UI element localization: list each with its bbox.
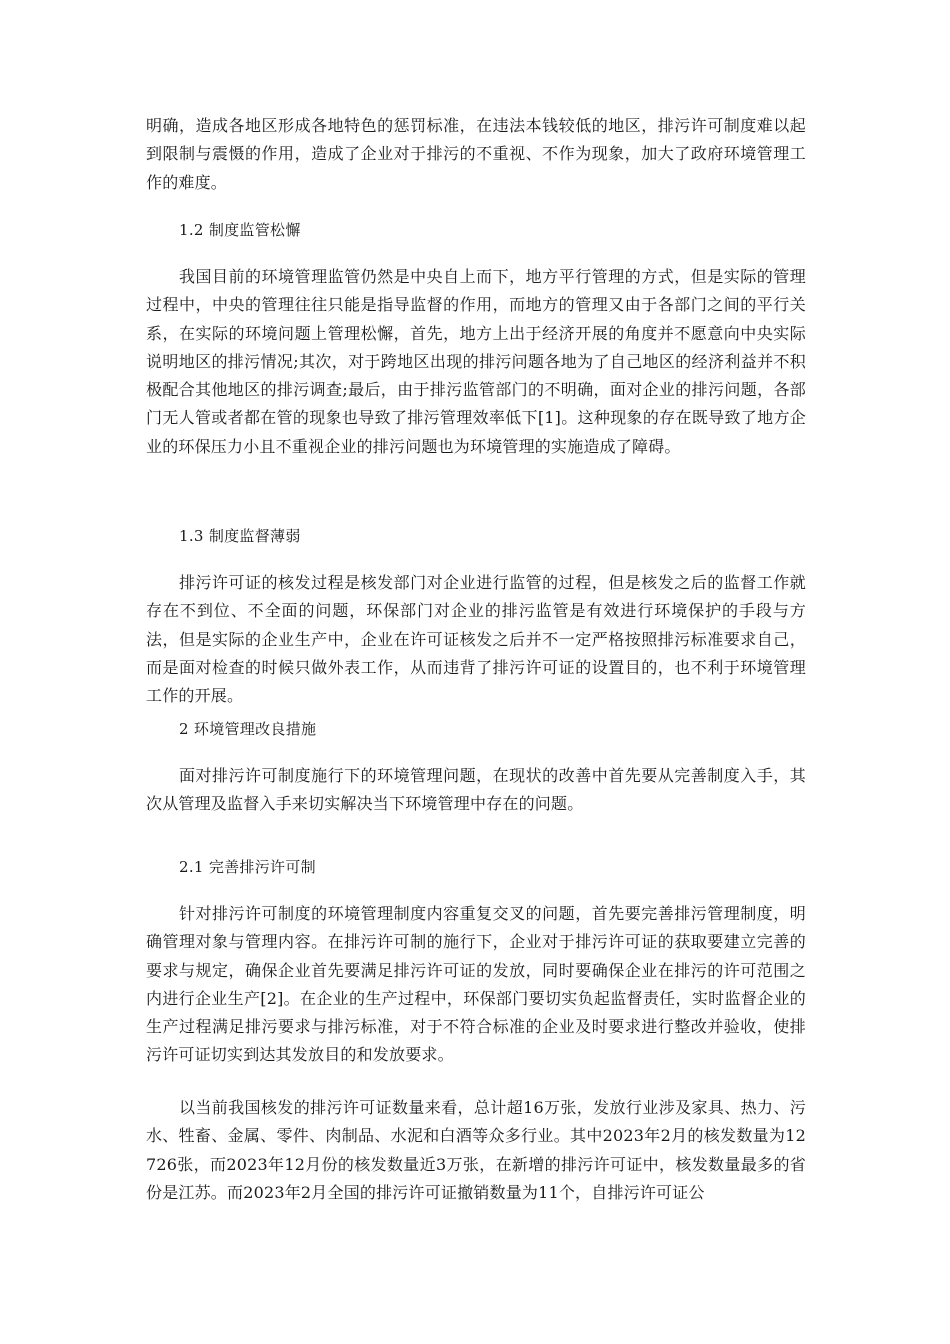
paragraph-supervision-lax: 我国目前的环境管理监管仍然是中央自上而下，地方平行管理的方式，但是实际的管理过程中，中央的管理往往只能是指导监督的作用，而地方的管理又由于各部门之间的平行关系，在实际的环境问题上管理松懈，首先，地方上出于经济开展的角度并不愿意向中央实际说明地区的排污情况;其次，对于跨地区出现的排污问题各地为了自己地区的经济利益并不积极配合其他地区的排污调查;最后，由于排污监管部门的不明确，面对企业的排污问题，各部门无人管或者都在管的现象也导致了排污管理效率低下[1]。这种现象的存在既导致了地方企业的环保压力小且不重视企业的排污问题也为环境管理的实施造成了障碍。: [146, 267, 806, 456]
section-heading-1-3: 1.3 制度监督薄弱: [179, 527, 301, 545]
paragraph-improve-permit-system: 针对排污许可制度的环境管理制度内容重复交叉的问题，首先要完善排污管理制度，明确管理对象与管理内容。在排污许可制的施行下，企业对于排污许可证的获取要建立完善的要求与规定，确保企业首先要满足排污许可证的发放，同时要确保企业在排污的许可范围之内进行企业生产[2]。在企业的生产过程中，环保部门要切实负起监督责任，实时监督企业的生产过程满足排污要求与排污标准，对于不符合标准的企业及时要求进行整改并验收，使排污许可证切实到达其发放目的和发放要求。: [146, 904, 806, 1065]
paragraph-intro-continuation: 明确，造成各地区形成各地特色的惩罚标准，在违法本钱较低的地区，排污许可制度难以起到限制与震慑的作用，造成了企业对于排污的不重视、不作为现象，加大了政府环境管理工作的难度。: [146, 116, 806, 192]
paragraph-improvement-intro: 面对排污许可制度施行下的环境管理问题，在现状的改善中首先要从完善制度入手，其次从管理及监督入手来切实解决当下环境管理中存在的问题。: [146, 766, 806, 814]
section-heading-1-2: 1.2 制度监管松懈: [179, 221, 301, 239]
section-heading-2: 2 环境管理改良措施: [179, 720, 317, 738]
paragraph-permit-statistics: 以当前我国核发的排污许可证数量来看，总计超16万张，发放行业涉及家具、热力、污水、牲畜、金属、零件、肉制品、水泥和白酒等众多行业。其中2023年2月的核发数量为12 726张，而2023年12月份的核发数量近3万张，在新增的排污许可证中，核发数量最多的省份是江苏。而2023年2月全国的排污许可证撤销数量为11个，自排污许可证公: [146, 1098, 806, 1202]
paragraph-oversight-weak: 排污许可证的核发过程是核发部门对企业进行监管的过程，但是核发之后的监督工作就存在不到位、不全面的问题，环保部门对企业的排污监管是有效进行环境保护的手段与方法，但是实际的企业生产中，企业在许可证核发之后并不一定严格按照排污标准要求自己，而是面对检查的时候只做外表工作，从而违背了排污许可证的设置目的，也不利于环境管理工作的开展。: [146, 573, 806, 706]
section-heading-2-1: 2.1 完善排污许可制: [179, 858, 316, 876]
